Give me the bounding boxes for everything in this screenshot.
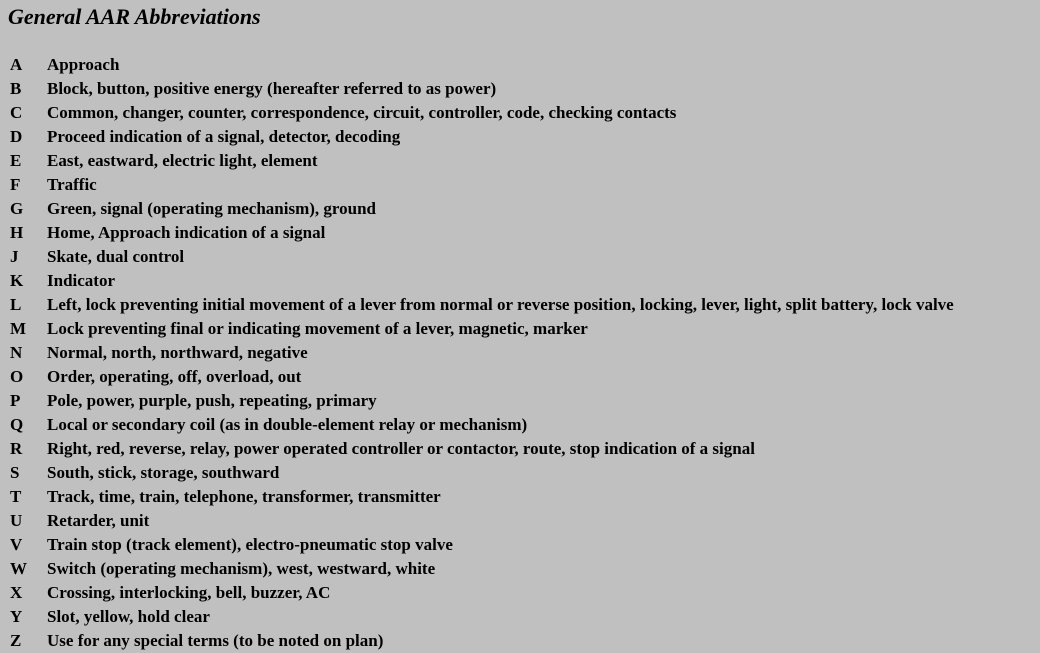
abbreviation-letter: T (10, 487, 22, 506)
abbreviation-letter: U (10, 511, 23, 530)
abbreviation-letter: O (10, 367, 24, 386)
abbreviation-meaning: Retarder, unit (47, 511, 150, 530)
abbreviation-letter: G (10, 199, 24, 218)
abbreviation-letter: X (10, 583, 23, 602)
abbreviation-letter: Z (10, 631, 22, 650)
abbreviation-letter: Q (10, 415, 24, 434)
abbreviation-row (10, 461, 954, 485)
abbreviation-row (10, 509, 954, 533)
abbreviation-meaning: Pole, power, purple, push, repeating, primary (47, 391, 377, 410)
abbreviation-row (10, 317, 954, 341)
abbreviation-meaning: Switch (operating mechanism), west, westward, white (47, 559, 436, 578)
abbreviation-letter: W (10, 559, 27, 578)
abbreviation-letter: B (10, 79, 22, 98)
abbreviation-row (10, 245, 954, 269)
abbreviation-row (10, 197, 954, 221)
abbreviation-row (10, 53, 954, 77)
abbreviation-meaning: Train stop (track element), electro-pneumatic stop valve (47, 535, 453, 554)
abbreviation-row (10, 413, 954, 437)
abbreviation-row (10, 629, 954, 653)
abbreviation-row (10, 485, 954, 509)
abbreviation-row (10, 557, 954, 581)
abbreviation-letter: P (10, 391, 21, 410)
abbreviation-meaning: East, eastward, electric light, element (47, 151, 318, 170)
abbreviation-letter: R (10, 439, 23, 458)
abbreviation-meaning: Order, operating, off, overload, out (47, 367, 302, 386)
abbreviation-letter: J (10, 247, 19, 266)
abbreviation-meaning: Green, signal (operating mechanism), ground (47, 199, 376, 218)
abbreviation-meaning: Slot, yellow, hold clear (47, 607, 210, 626)
abbreviation-meaning: Skate, dual control (47, 247, 185, 266)
abbreviation-row (10, 293, 954, 317)
abbreviation-meaning: Track, time, train, telephone, transformer, transmitter (47, 487, 441, 506)
abbreviation-letter: L (10, 295, 22, 314)
abbreviation-row (10, 221, 954, 245)
abbreviation-meaning: Home, Approach indication of a signal (47, 223, 326, 242)
abbreviation-row (10, 77, 954, 101)
abbreviation-letter: Y (10, 607, 23, 626)
abbreviation-meaning: Lock preventing final or indicating movement of a lever, magnetic, marker (47, 319, 588, 338)
abbreviation-meaning: Crossing, interlocking, bell, buzzer, AC (47, 583, 331, 602)
abbreviation-meaning: Use for any special terms (to be noted on plan) (47, 631, 384, 650)
abbreviation-letter: E (10, 151, 22, 170)
abbreviation-row (10, 173, 954, 197)
abbreviation-letter: M (10, 319, 27, 338)
abbreviation-letter: D (10, 127, 23, 146)
abbreviation-row (10, 341, 954, 365)
abbreviation-row (10, 605, 954, 629)
abbreviation-meaning: Left, lock preventing initial movement of a lever from normal or reverse position, locking, lever, light, split battery, lock valve (47, 295, 954, 314)
abbreviation-letter: A (10, 55, 23, 74)
abbreviation-meaning: Normal, north, northward, negative (47, 343, 308, 362)
abbreviation-meaning: Local or secondary coil (as in double-element relay or mechanism) (47, 415, 528, 434)
abbreviation-row (10, 533, 954, 557)
abbreviation-meaning: Traffic (47, 175, 97, 194)
abbreviation-row (10, 581, 954, 605)
abbreviation-row (10, 269, 954, 293)
abbreviation-meaning: Indicator (47, 271, 115, 290)
abbreviation-row (10, 101, 954, 125)
abbreviation-meaning: Proceed indication of a signal, detector, decoding (47, 127, 401, 146)
abbreviation-letter: N (10, 343, 23, 362)
abbreviation-row (10, 365, 954, 389)
abbreviation-meaning: Approach (47, 55, 120, 74)
abbreviation-row (10, 437, 954, 461)
abbreviation-letter: C (10, 103, 23, 122)
abbreviation-meaning: Block, button, positive energy (hereafter referred to as power) (47, 79, 497, 98)
abbreviation-letter: V (10, 535, 23, 554)
abbreviation-meaning: Common, changer, counter, correspondence, circuit, controller, code, checking contacts (47, 103, 677, 122)
abbreviation-letter: K (10, 271, 24, 290)
abbreviation-row (10, 149, 954, 173)
abbreviation-meaning: Right, red, reverse, relay, power operated controller or contactor, route, stop indication of a signal (47, 439, 755, 458)
abbreviation-letter: S (10, 463, 20, 482)
abbreviation-meaning: South, stick, storage, southward (47, 463, 280, 482)
abbreviation-letter: H (10, 223, 24, 242)
page-title: General AAR Abbreviations (8, 4, 261, 29)
abbreviation-list (10, 53, 954, 653)
abbreviation-row (10, 125, 954, 149)
abbreviation-row (10, 389, 954, 413)
abbreviation-letter: F (10, 175, 21, 194)
